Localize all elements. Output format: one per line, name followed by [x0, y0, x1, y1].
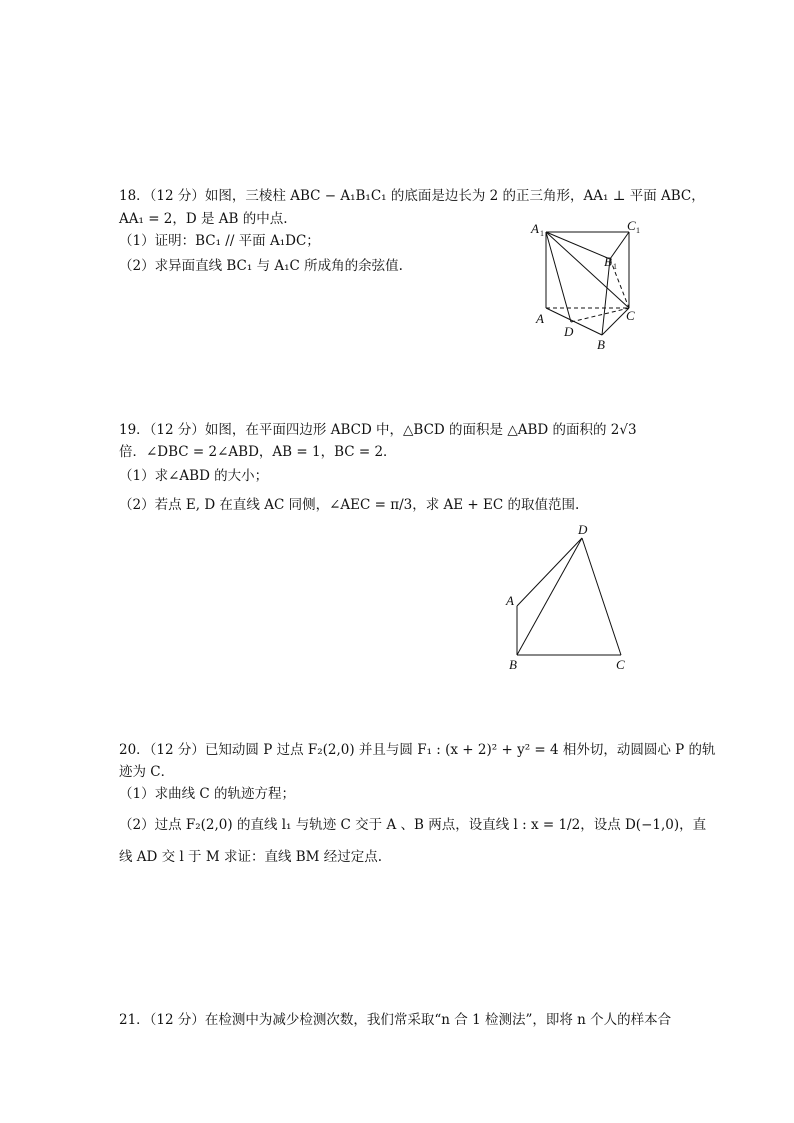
prism-figure [526, 218, 646, 358]
label-D: D [578, 522, 588, 537]
p20-part1: （1）求曲线 C 的轨迹方程； [119, 786, 296, 802]
label-C: C [626, 308, 635, 323]
label-C1: C [627, 218, 636, 233]
p18-line2: AA₁ = 2，D 是 AB 的中点. [119, 211, 288, 227]
label-B1-sub: 1 [613, 262, 617, 271]
label-B: B [597, 337, 605, 352]
label-A1: A [531, 221, 539, 236]
label-B: B [509, 657, 517, 672]
label-C1-sub: 1 [636, 226, 640, 235]
p19-part1: （1）求∠ABD 的大小； [119, 468, 269, 484]
p18-line1: 18．（12 分）如图，三棱柱 ABC − A₁B₁C₁ 的底面是边长为 2 的正三角形，AA₁ ⊥ 平面 ABC， [119, 188, 705, 204]
p21-line1: 21．（12 分）在检测中为减少检测次数，我们常采取“n 合 1 检测法”，即将 n 个人的样本合 [119, 1012, 672, 1028]
p18-part1: （1）证明：BC₁ // 平面 A₁DC； [119, 233, 320, 249]
label-D: D [564, 324, 574, 339]
label-C: C [616, 657, 625, 672]
p19-part2: （2）若点 E, D 在直线 AC 同侧，∠AEC = π/3，求 AE + EC 的取值范围. [119, 497, 580, 513]
p20-line2: 迹为 C． [119, 764, 175, 780]
quadrilateral-figure [500, 518, 640, 673]
p19-line2: 倍．∠DBC = 2∠ABD，AB = 1，BC = 2． [119, 444, 397, 460]
label-A: A [536, 311, 544, 326]
p20-part2b: 线 AD 交 l 于 M 求证：直线 BM 经过定点. [119, 849, 383, 865]
label-B1: B [604, 254, 612, 269]
label-A: A [506, 593, 514, 608]
label-A1-sub: 1 [540, 229, 544, 238]
p18-part2: （2）求异面直线 BC₁ 与 A₁C 所成角的余弦值. [119, 258, 403, 274]
p20-line1: 20．（12 分）已知动圆 P 过点 F₂(2,0) 并且与圆 F₁ : (x + 2)² + y² = 4 相外切，动圆圆心 P 的轨 [119, 742, 716, 758]
p19-line1: 19．（12 分）如图，在平面四边形 ABCD 中，△BCD 的面积是 △ABD 的面积的 2√3 [119, 422, 637, 438]
p20-part2: （2）过点 F₂(2,0) 的直线 l₁ 与轨迹 C 交于 A 、B 两点，设直线 l : x = 1/2，设点 D(−1,0)，直 [119, 817, 707, 833]
